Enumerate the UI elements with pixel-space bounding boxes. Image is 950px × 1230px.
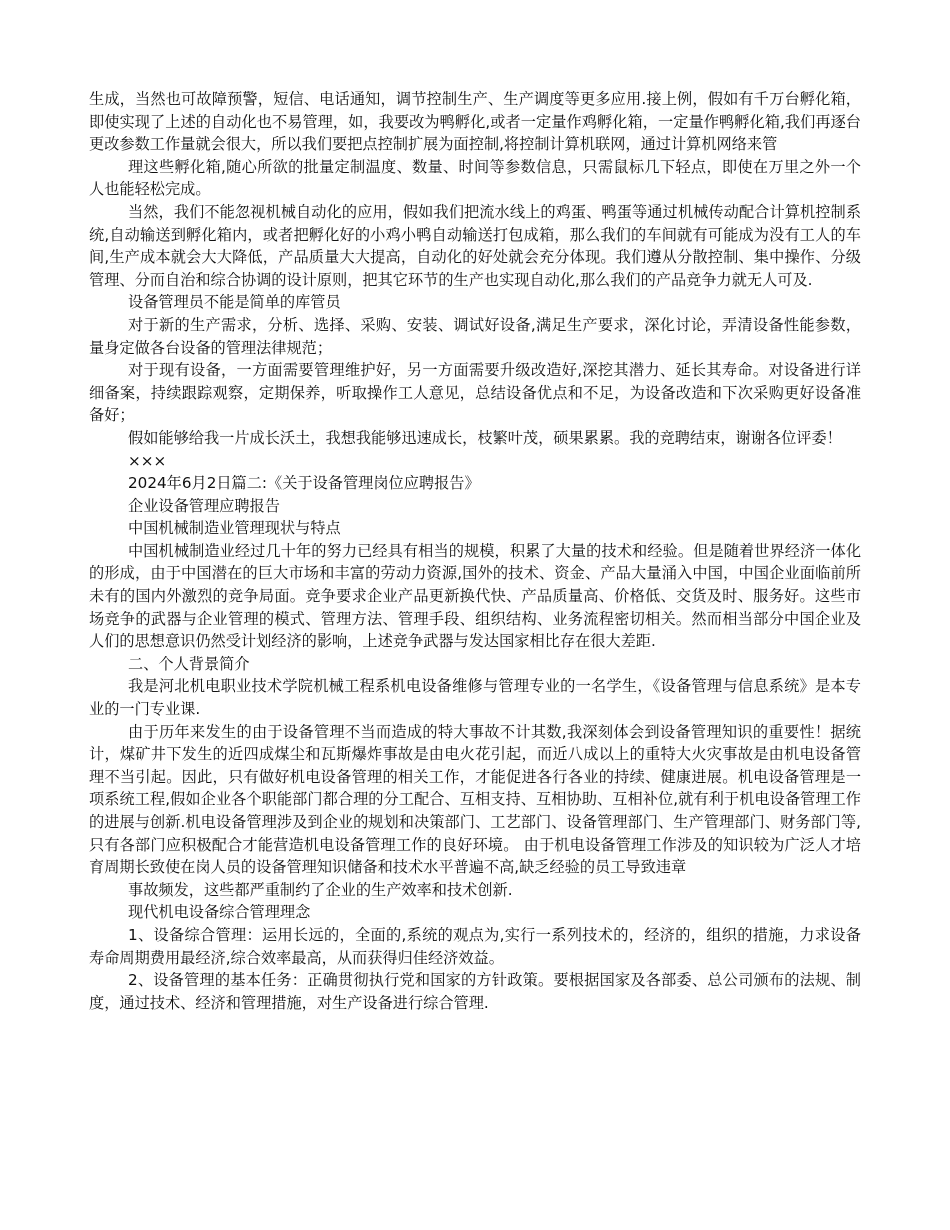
list-item-2: 2、设备管理的基本任务：正确贯彻执行党和国家的方针政策。要根据国家及各部委、总公司颁布的法规、制度，通过技术、经济和管理措施，对生产设备进行综合管理. bbox=[89, 971, 861, 1012]
paragraph-7: 假如能够给我一片成长沃土，我想我能够迅速成长，枝繁叶茂，硕果累累。我的竞聘结束，谢谢各位评委！ bbox=[128, 428, 842, 447]
document-body bbox=[89, 88, 861, 1014]
date-and-part-title: 2024年6月2日篇二:《关于设备管理岗位应聘报告》 bbox=[128, 474, 480, 493]
paragraph-2: 理这些孵化箱,随心所欲的批量定制温度、数量、时间等参数信息，只需鼠标几下轻点，即使在万里之外一个人也能轻松完成。 bbox=[89, 157, 861, 199]
paragraph-14: 我是河北机电职业技术学院机械工程系机电设备维修与管理专业的一名学生，《设备管理与信息系统》是本专业的一门专业课. bbox=[89, 677, 861, 719]
report-title: 企业设备管理应聘报告 bbox=[128, 496, 280, 515]
list-item-1: 1、设备综合管理：运用长远的，全面的,系统的观点为,实行一系列技术的，经济的，组织的措施，力求设备寿命周期费用最经济,综合效率最高，从而获得归佳经济效益。 bbox=[89, 925, 861, 967]
section-heading-modern-management: 现代机电设备综合管理理念 bbox=[128, 903, 311, 922]
paragraph-15: 由于历年来发生的由于设备管理不当而造成的特大事故不计其数,我深刻体会到设备管理知识的重要性！据统计，煤矿井下发生的近四成煤尘和瓦斯爆炸事故是由电火花引起，而近八成以上的重特大火灾事故是由机电设备管理不当引起。因此，只有做好机电设备管理的相关工作，才能促进各行各业的持续、健康进展。机电设备管理是一项系统工程,假如企业各个职能部门都合理的分工配合、互相支持、互相协助、互相补位,就有利于机电设备管理工作的进展与创新.机电设备管理涉及到企业的规划和决策部门、工艺部门、设备管理部门、生产管理部门、财务部门等,只有各部门应积极配合才能营造机电设备管理工作的良好环境。 由于机电设备管理工作涉及的知识较为广泛人才培育周期长致使在岗人员的设备管理知识储备和技术水平普遍不高,缺乏经验的员工导致违章 bbox=[89, 722, 861, 877]
section-heading-background: 二、个人背景简介 bbox=[128, 654, 250, 673]
paragraph-16: 事故频发，这些都严重制约了企业的生产效率和技术创新. bbox=[128, 880, 513, 899]
paragraph-12: 中国机械制造业经过几十年的努力已经具有相当的规模，积累了大量的技术和经验。但是随着世界经济一体化的形成，由于中国潜在的巨大市场和丰富的劳动力资源,国外的技术、资金、产品大量涌入中国，中国企业面临前所未有的国内外激烈的竞争局面。竞争要求企业产品更新换代快、产品质量高、价格低、交货及时、服务好。这些市场竞争的武器与企业管理的模式、管理方法、管理手段、组织结构、业务流程密切相关。然而相当部分中国企业及人们的思想意识仍然受计划经济的影响，上述竞争武器与发达国家相比存在很大差距. bbox=[89, 541, 861, 651]
paragraph-6: 对于现有设备，一方面需要管理维护好，另一方面需要升级改造好,深挖其潜力、延长其寿命。对设备进行详细备案，持续跟踪观察，定期保养，听取操作工人意见，总结设备优点和不足，为设备改造和下次采购更好设备准备好； bbox=[89, 361, 861, 425]
paragraph-3: 当然，我们不能忽视机械自动化的应用，假如我们把流水线上的鸡蛋、鸭蛋等通过机械传动配合计算机控制系统,自动输送到孵化箱内，或者把孵化好的小鸡小鸭自动输送打包成箱，那么我们的车间就有可能成为没有工人的车间,生产成本就会大大降低，产品质量大大提高，自动化的好处就会充分体现。我们遵从分散控制、集中操作、分级管理、分而自治和综合协调的设计原则，把其它环节的生产也实现自动化,那么我们的产品竞争力就无人可及. bbox=[89, 202, 861, 289]
signature-placeholder: ××× bbox=[128, 451, 167, 470]
paragraph-1: 生成，当然也可故障预警，短信、电话通知，调节控制生产、生产调度等更多应用.接上例，假如有千万台孵化箱，即使实现了上述的自动化也不易管理，如，我要改为鸭孵化,或者一定量作鸡孵化箱，一定量作鸭孵化箱,我们再逐台更改参数工作量就会很大，所以我们要把点控制扩展为面控制,将控制计算机联网，通过计算机网络来管 bbox=[89, 90, 861, 154]
section-heading-industry-status: 中国机械制造业管理现状与特点 bbox=[128, 519, 341, 538]
paragraph-5: 对于新的生产需求，分析、选择、采购、安装、调试好设备,满足生产要求，深化讨论，弄清设备性能参数，量身定做各台设备的管理法律规范； bbox=[89, 315, 861, 357]
section-heading-equipment-manager: 设备管理员不能是简单的库管员 bbox=[128, 293, 341, 312]
